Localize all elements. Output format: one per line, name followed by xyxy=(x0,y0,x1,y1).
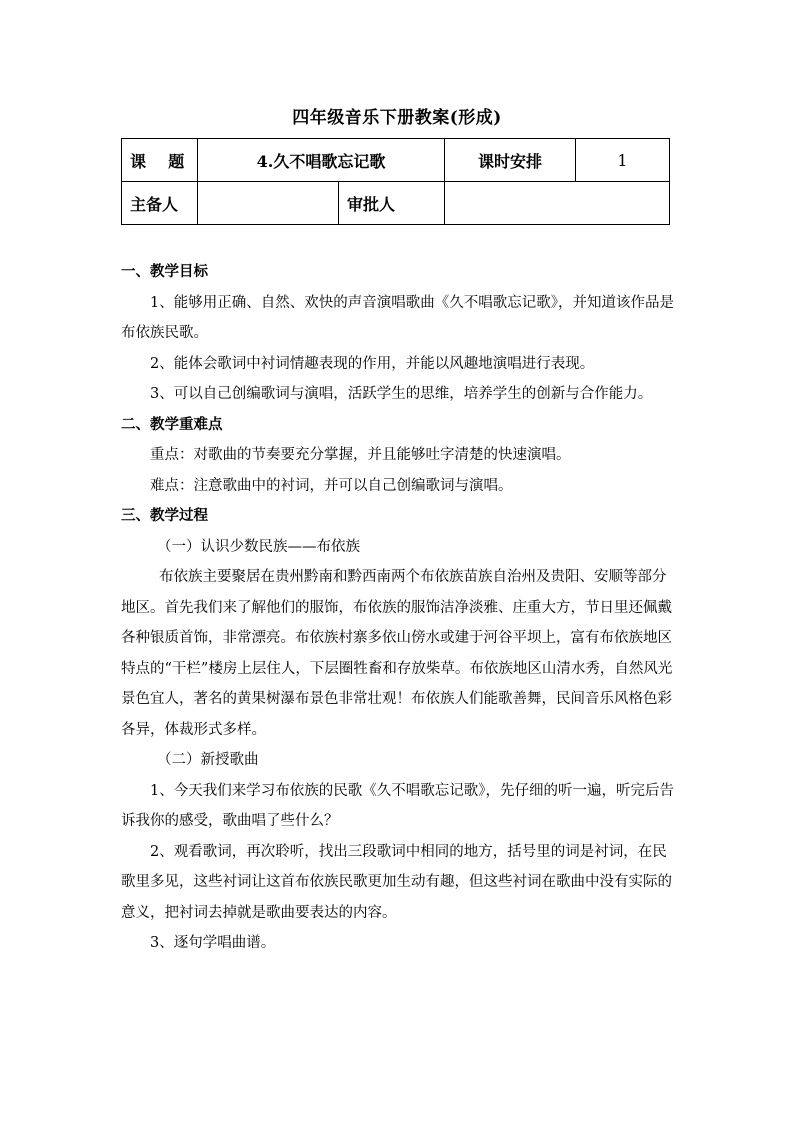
goal-paragraph-2: 2、能体会歌词中衬词情趣表现的作用，并能以风趣地演唱进行表现。 xyxy=(150,355,595,372)
label-topic: 课 题 xyxy=(122,139,198,182)
difficulty-paragraph: 难点：注意歌曲中的衬词，并可以自己创编歌词与演唱。 xyxy=(150,477,513,494)
value-topic: 4.久不唱歌忘记歌 xyxy=(198,139,445,182)
process-paragraph-intro: 布依族主要聚居在贵州黔南和黔西南两个布依族苗族自治州及贵阳、安顺等部分地区。首先我们来了解他们的服饰，布依族的服饰洁净淡雅、庄重大方，节日里还佩戴各种银质首饰，非常漂亮。布依族村寨多依山傍水或建于河谷平坝上，富有布依族地区特点的“干栏”楼房上层住人，下层圈牲畜和存放柴草。布依族地区山清水秀，自然风光景色宜人，著名的黄果树瀑布景色非常壮观！布依族人们能歌善舞，民间音乐风格色彩各异，体裁形式多样。 xyxy=(121,569,673,738)
label-schedule: 课时安排 xyxy=(445,139,576,182)
process-paragraph-1: 1、今天我们来学习布依族的民歌《久不唱歌忘记歌》，先仔细的听一遍，听完后告诉我你的感受，歌曲唱了些什么？ xyxy=(121,782,674,829)
lesson-info-table xyxy=(121,138,670,225)
lesson-body xyxy=(121,257,677,959)
section-heading-process: 三、教学过程 xyxy=(121,507,208,524)
goal-paragraph-3: 3、可以自己创编歌词与演唱，活跃学生的思维，培养学生的创新与合作能力。 xyxy=(150,386,653,402)
value-schedule: 1 xyxy=(576,139,670,182)
goal-paragraph-1: 1、能够用正确、自然、欢快的声音演唱歌曲《久不唱歌忘记歌》，并知道该作品是布依族民歌。 xyxy=(121,294,674,341)
document-title: 四年级音乐下册教案(形成) xyxy=(292,108,502,128)
subsection-heading-2: （二）新授歌曲 xyxy=(157,752,259,768)
section-heading-goals: 一、教学目标 xyxy=(121,263,208,280)
table-row xyxy=(122,182,670,225)
subsection-heading-1: （一）认识少数民族——布依族 xyxy=(157,538,360,555)
section-heading-key-points: 二、教学重难点 xyxy=(121,415,223,433)
table-row xyxy=(122,139,670,182)
process-paragraph-3: 3、逐句学唱曲谱。 xyxy=(150,935,276,951)
key-point-paragraph: 重点：对歌曲的节奏要充分掌握，并且能够吐字清楚的快速演唱。 xyxy=(150,447,571,463)
process-paragraph-2: 2、观看歌词，再次聆听，找出三段歌词中相同的地方，括号里的词是衬词，在民歌里多见，这些衬词让这首布依族民歌更加生动有趣，但这些衬词在歌曲中没有实际的意义，把衬词去掉就是歌曲要表达的内容。 xyxy=(121,843,672,921)
label-preparer: 主备人 xyxy=(122,182,198,225)
value-preparer xyxy=(198,182,339,225)
value-approver xyxy=(445,182,670,225)
label-approver: 审批人 xyxy=(339,182,445,225)
